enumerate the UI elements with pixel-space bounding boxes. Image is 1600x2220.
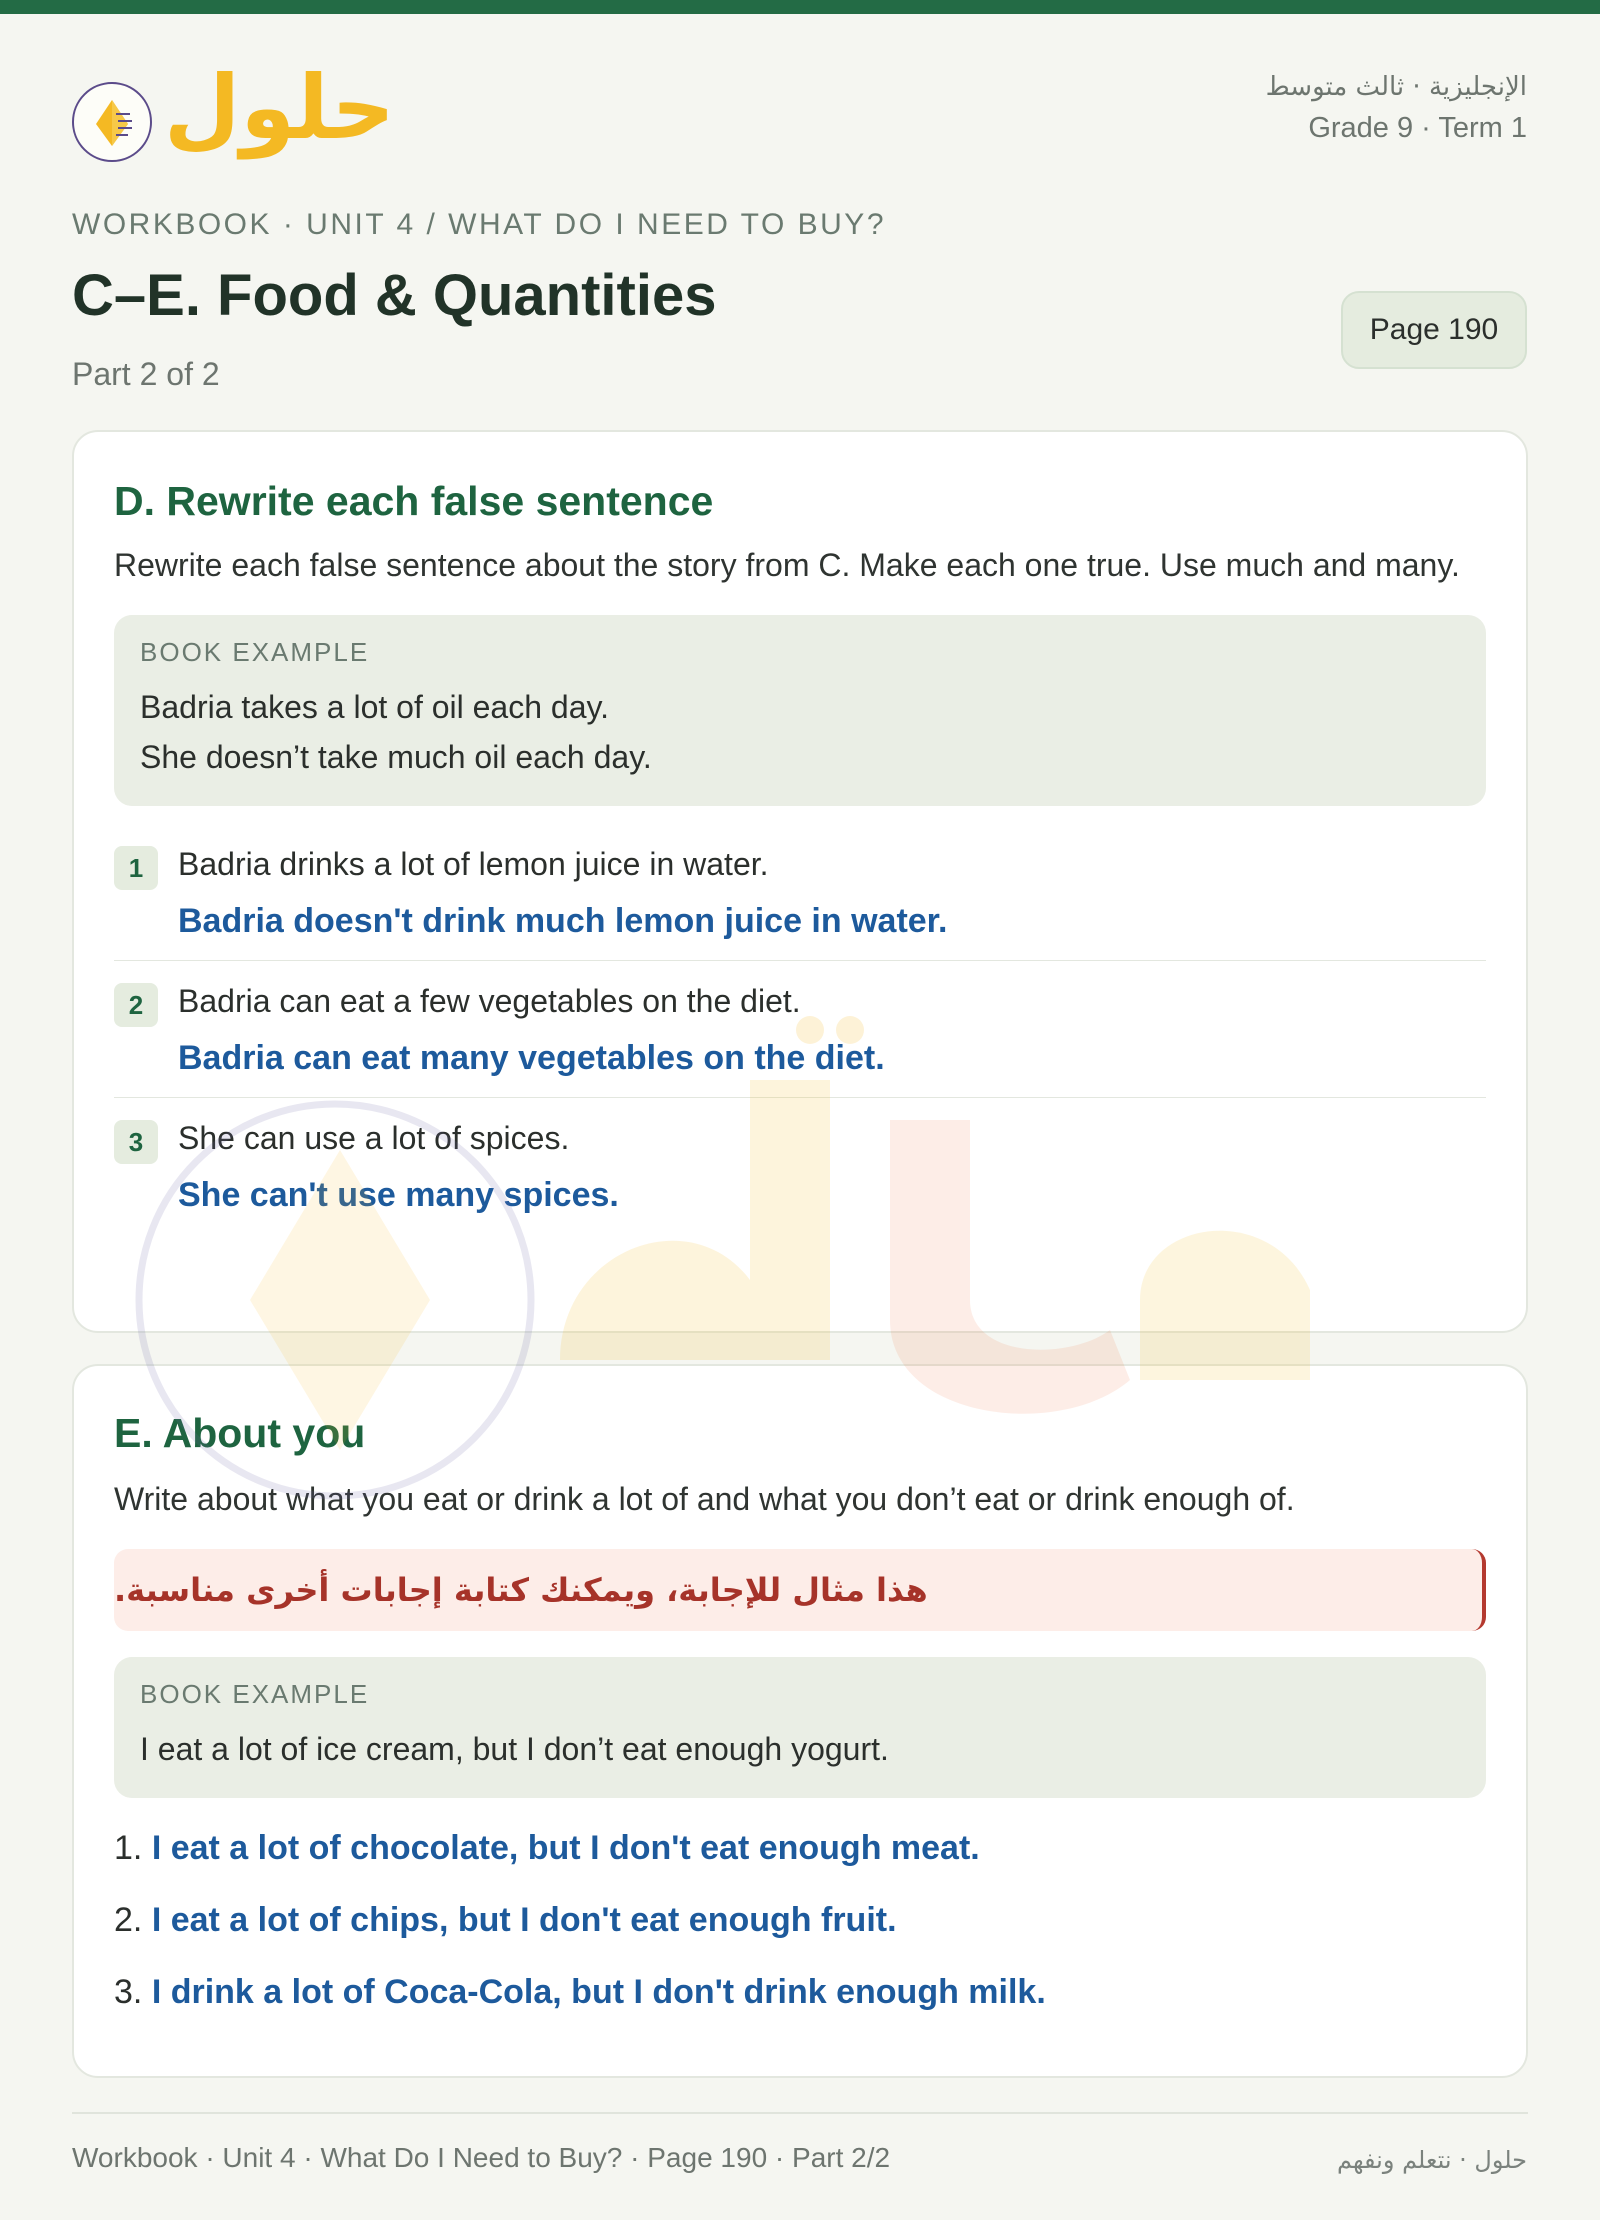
- false-sentence: She can use a lot of spices.: [178, 1120, 570, 1156]
- footer-brand: حلول · نتعلم ونفهم: [1337, 2146, 1527, 2174]
- answer-list: [114, 1824, 1486, 2016]
- false-sentence: Badria drinks a lot of lemon juice in water.: [178, 846, 769, 882]
- exercise-item: [114, 824, 1486, 961]
- course-info: [1266, 72, 1527, 145]
- section-d-instruction: Rewrite each false sentence about the story from C. Make each one true. Use much and many.: [114, 547, 1460, 583]
- book-example-label: BOOK EXAMPLE: [140, 1679, 370, 1709]
- book-example: [114, 1657, 1486, 1798]
- section-d-card: [72, 430, 1528, 1333]
- exercise-item: [114, 961, 1486, 1098]
- answer-text: Badria doesn't drink much lemon juice in water.: [178, 902, 948, 940]
- brand-logo: [70, 56, 395, 172]
- answer-text: Badria can eat many vegetables on the diet.: [178, 1039, 885, 1077]
- footer-divider: [72, 2112, 1528, 2114]
- section-e-instruction: Write about what you eat or drink a lot of and what you don’t eat or drink enough of.: [114, 1481, 1295, 1517]
- book-icon: [72, 82, 152, 162]
- example-line: I eat a lot of ice cream, but I don’t eat enough yogurt.: [140, 1731, 889, 1767]
- answer-number: 2.: [114, 1901, 143, 1939]
- book-example: [114, 615, 1486, 806]
- example-line: She doesn’t take much oil each day.: [140, 739, 652, 775]
- answer-text: I eat a lot of chips, but I don't eat enough fruit.: [151, 1901, 897, 1939]
- page-number-badge: Page 190: [1341, 291, 1527, 369]
- example-line: Badria takes a lot of oil each day.: [140, 689, 610, 725]
- false-sentence: Badria can eat a few vegetables on the diet.: [178, 983, 801, 1019]
- page-title: C–E. Food & Quantities: [72, 263, 717, 328]
- answer-line: [114, 1968, 1486, 2016]
- logo-wordmark: حلول: [164, 56, 395, 159]
- answer-note: هذا مثال للإجابة، ويمكنك كتابة إجابات أخرى مناسبة.: [114, 1549, 1486, 1631]
- section-e-card: [72, 1364, 1528, 2078]
- item-number: 1: [114, 846, 158, 890]
- answer-text: I eat a lot of chocolate, but I don't eat enough meat.: [151, 1829, 980, 1867]
- answer-number: 1.: [114, 1829, 143, 1867]
- top-accent-bar: [0, 0, 1600, 14]
- book-example-label: BOOK EXAMPLE: [140, 637, 370, 667]
- footer-breadcrumb: Workbook · Unit 4 · What Do I Need to Buy? · Page 190 · Part 2/2: [72, 2142, 891, 2173]
- section-e-heading: E. About you: [114, 1410, 366, 1456]
- part-label: Part 2 of 2: [72, 356, 220, 392]
- answer-line: [114, 1896, 1486, 1944]
- subject-label: الإنجليزية · ثالث متوسط: [1265, 72, 1527, 102]
- answer-text: She can't use many spices.: [178, 1176, 619, 1214]
- item-number: 3: [114, 1120, 158, 1164]
- answer-line: [114, 1824, 1486, 1872]
- exercise-item: [114, 1098, 1486, 1234]
- item-number: 2: [114, 983, 158, 1027]
- answer-number: 3.: [114, 1973, 143, 2011]
- section-d-heading: D. Rewrite each false sentence: [114, 478, 714, 524]
- answer-text: I drink a lot of Coca-Cola, but I don't drink enough milk.: [151, 1973, 1046, 2011]
- grade-term-label: Grade 9 · Term 1: [1308, 112, 1527, 144]
- exercise-list: [114, 824, 1486, 1234]
- breadcrumb: WORKBOOK · UNIT 4 / WHAT DO I NEED TO BUY?: [72, 208, 886, 241]
